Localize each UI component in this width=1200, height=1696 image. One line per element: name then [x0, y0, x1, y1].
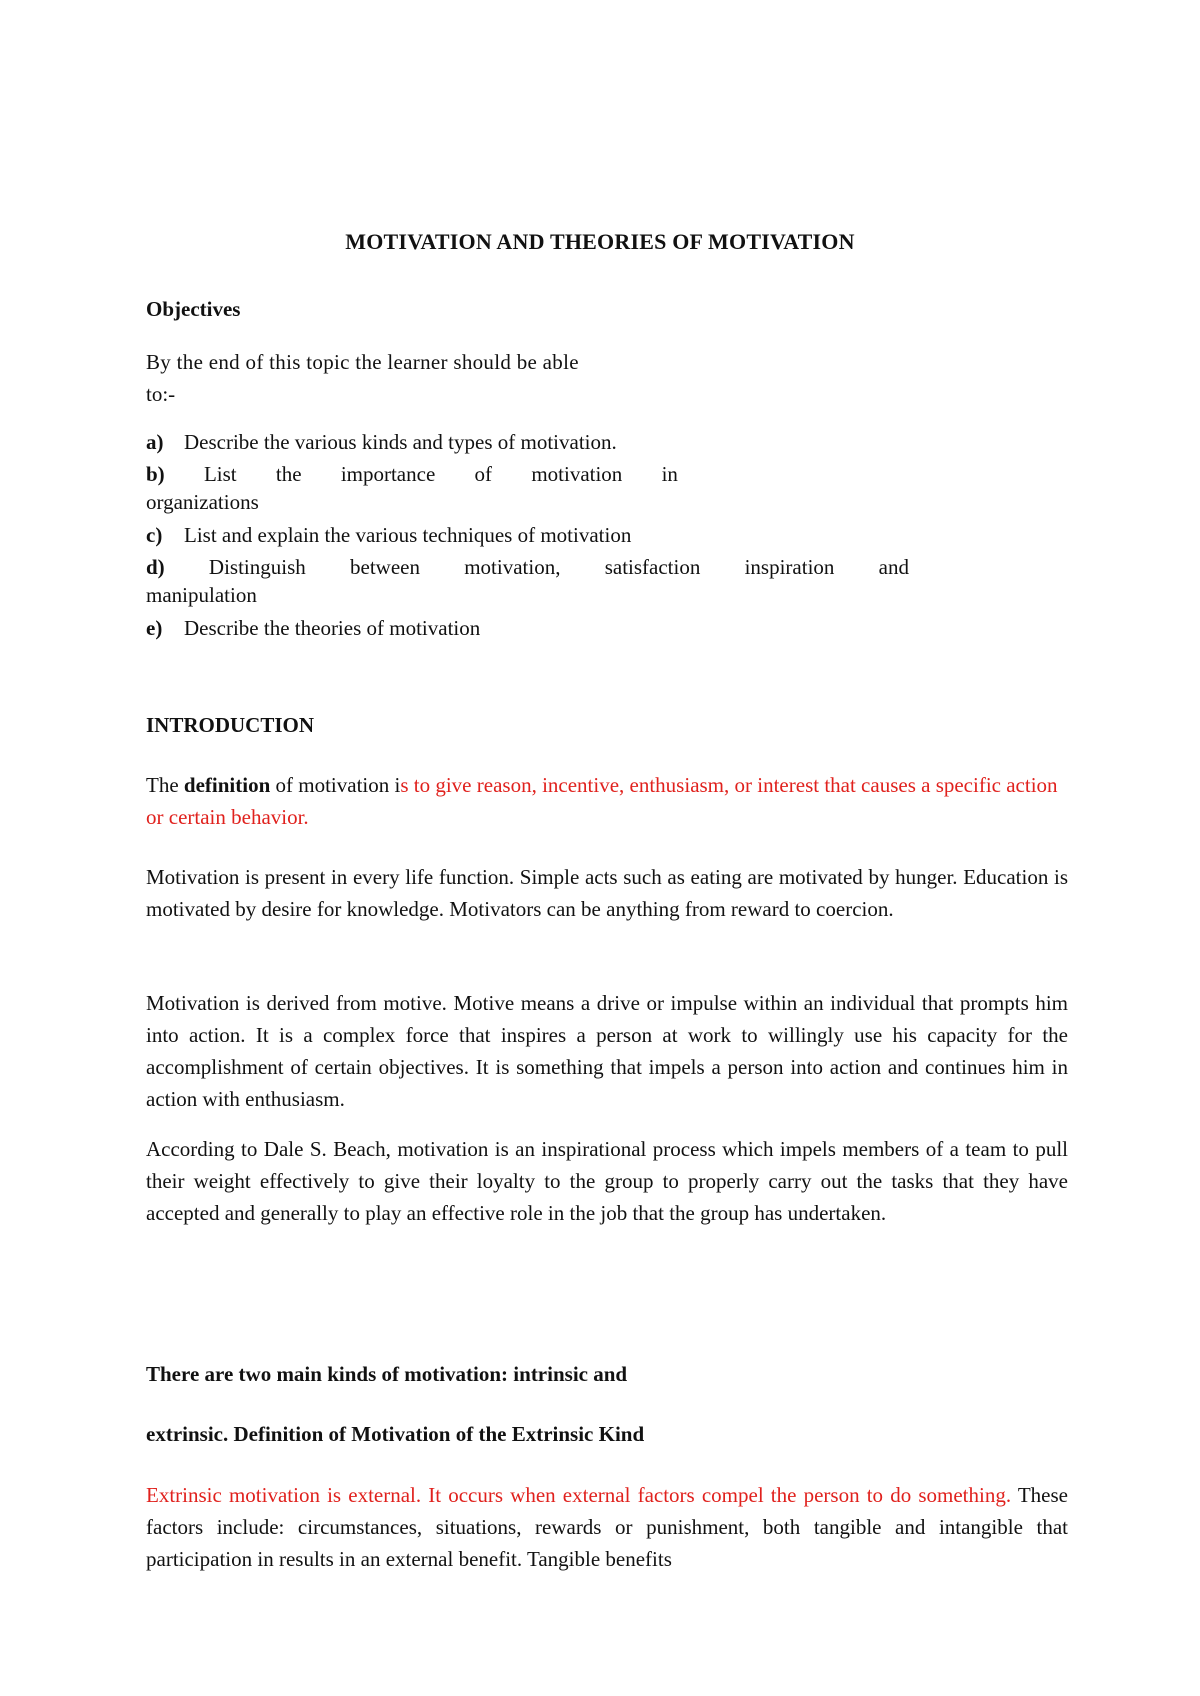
objective-word: motivation,	[464, 555, 561, 579]
objective-line2: organizations	[146, 490, 259, 514]
objective-item-a	[146, 428, 617, 456]
definition-middle: of motivation i	[270, 773, 401, 797]
extrinsic-black-text: These factors include: circumstances, situations, rewards or punishment, both tangible and intangible that participation in results in an external benefit. Tangible benefits	[146, 1483, 1068, 1571]
extrinsic-paragraph	[146, 1479, 1068, 1575]
objective-word: and	[878, 555, 909, 579]
objectives-heading: Objectives	[146, 297, 241, 321]
objective-word: importance	[340, 462, 436, 486]
document-title: MOTIVATION AND THEORIES OF MOTIVATION	[345, 229, 855, 254]
objective-text: Describe the theories of motivation	[184, 616, 481, 640]
objective-label: e)	[146, 616, 163, 640]
objective-label: c)	[146, 523, 163, 547]
paragraph-3: According to Dale S. Beach, motivation is an inspirational process which impels members of a team to pull their weight effectively to give their loyalty to the group to properly carry out the tasks that they have accepted and generally to play an effective role in the job that the group has undertaken.	[146, 1137, 1068, 1225]
objective-text: List and explain the various techniques of motivation	[184, 523, 632, 547]
objective-text: Describe the various kinds and types of motivation.	[184, 430, 617, 454]
objective-item-c	[146, 521, 631, 549]
objective-item-e	[146, 614, 480, 642]
objective-label: b)	[146, 462, 165, 486]
objective-label: d)	[146, 555, 165, 579]
definition-paragraph	[146, 769, 1068, 833]
objective-item-b	[146, 460, 678, 516]
objective-label: a)	[146, 430, 164, 454]
extrinsic-heading: extrinsic. Definition of Motivation of the Extrinsic Kind	[146, 1422, 645, 1446]
objective-word: satisfaction	[604, 555, 701, 579]
introduction-heading: INTRODUCTION	[146, 713, 315, 737]
definition-bold-word: definition	[183, 773, 271, 797]
objective-line	[146, 553, 909, 581]
objective-word: between	[350, 555, 420, 579]
objective-word: the	[275, 462, 302, 486]
extrinsic-red-text: Extrinsic motivation is external. It occurs when external factors compel the person to do something.	[146, 1483, 1012, 1507]
objectives-intro-line2: to:-	[146, 382, 176, 406]
definition-red-text: s to give reason, incentive, enthusiasm, or interest that causes a specific action or certain behavior.	[146, 773, 1058, 829]
objective-word: inspiration	[744, 555, 835, 579]
objectives-intro-line1: By the end of this topic the learner should be able	[146, 350, 579, 374]
objective-word: List	[203, 462, 237, 486]
paragraph-2: Motivation is derived from motive. Motive means a drive or impulse within an individual that prompts him into action. It is a complex force that inspires a person at work to willingly use his capacity for the accomplishment of certain objectives. It is something that impels a person into action and continues him in action with enthusiasm.	[146, 991, 1068, 1111]
objective-line2: manipulation	[146, 583, 257, 607]
objective-word: motivation	[531, 462, 623, 486]
objective-item-d	[146, 553, 909, 609]
definition-prefix: The	[146, 773, 184, 797]
objective-word: in	[661, 462, 678, 486]
objective-word: of	[474, 462, 493, 486]
objective-word: Distinguish	[208, 555, 306, 579]
paragraph-1: Motivation is present in every life function. Simple acts such as eating are motivated by hunger. Education is motivated by desire for knowledge. Motivators can be anything from reward to coercion.	[146, 865, 1068, 921]
objective-line	[146, 460, 678, 488]
kinds-heading: There are two main kinds of motivation: intrinsic and	[146, 1362, 628, 1386]
